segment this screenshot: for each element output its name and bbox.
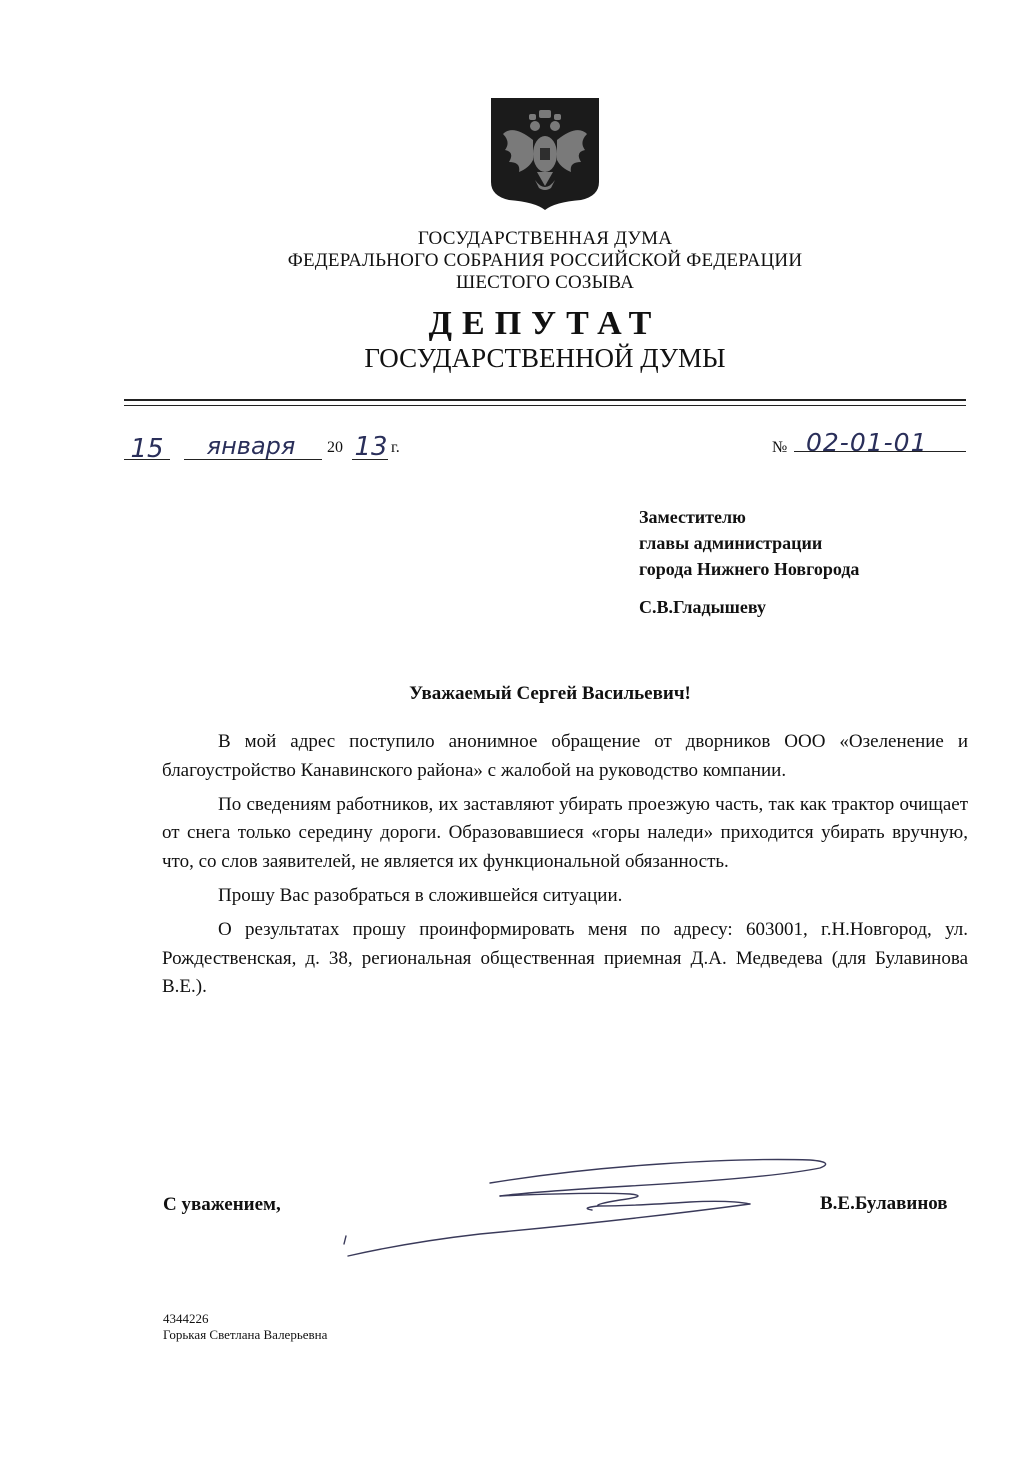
- date-suffix: г.: [391, 439, 400, 456]
- closing: С уважением,: [163, 1194, 281, 1215]
- date-day: 15: [130, 434, 164, 464]
- coat-of-arms-icon: [489, 96, 601, 210]
- date-month-underline: [184, 459, 322, 460]
- letterhead-subtitle: ГОСУДАРСТВЕННОЙ ДУМЫ: [364, 343, 726, 373]
- addressee-name: С.В.Гладышеву: [639, 597, 766, 617]
- document-number-underline: [794, 451, 966, 452]
- paragraph: В мой адрес поступило анонимное обращение от дворников ООО «Озеленение и благоустройство Канавинского района» с жалобой на руководство компании.: [162, 731, 968, 781]
- date-year-prefix: 20: [327, 439, 343, 456]
- letterhead-line-1: ГОСУДАРСТВЕННАЯ ДУМА: [417, 228, 673, 249]
- paragraph: Прошу Вас разобраться в сложившейся ситуации.: [218, 884, 623, 906]
- header-rule-thick: [124, 399, 966, 401]
- header-rule-thin: [124, 405, 966, 406]
- letterhead-line-3: ШЕСТОГО СОЗЫВА: [456, 272, 634, 293]
- addressee-line-2: главы администрации: [639, 533, 823, 553]
- number-sign: №: [772, 439, 788, 456]
- salutation: Уважаемый Сергей Васильевич!: [409, 683, 691, 704]
- date-day-underline: [124, 459, 170, 460]
- signer-name: В.Е.Булавинов: [820, 1193, 948, 1214]
- addressee-line-3: города Нижнего Новгорода: [639, 559, 860, 579]
- letter-body: [162, 728, 968, 1007]
- date-year-suffix: 13: [354, 432, 388, 462]
- document-number: 02-01-01: [806, 428, 928, 457]
- date-year-underline: [352, 459, 388, 460]
- handwritten-signature: [330, 1148, 850, 1268]
- letterhead-line-2: ФЕДЕРАЛЬНОГО СОБРАНИЯ РОССИЙСКОЙ ФЕДЕРАЦИИ: [287, 250, 803, 271]
- paragraph: По сведениям работников, их заставляют убирать проезжую часть, так как трактор очищает от снега только середину дороги. Образовавшиеся «горы наледи» приходится убирать вручную, что, со слов заявителей, не является их функциональной обязанность.: [162, 793, 968, 873]
- paragraph: О результатах прошу проинформировать меня по адресу: 603001, г.Н.Новгород, ул. Рождественская, д. 38, региональная общественная приемная Д.А. Медведева (для Булавинова В.Е.).: [162, 918, 968, 998]
- addressee-line-1: Заместителю: [639, 507, 746, 527]
- letterhead-title: ДЕПУТАТ: [428, 305, 662, 342]
- executor-phone: 4344226: [163, 1311, 209, 1326]
- executor-name: Горькая Светлана Валерьевна: [163, 1327, 328, 1342]
- date-month: января: [206, 432, 296, 460]
